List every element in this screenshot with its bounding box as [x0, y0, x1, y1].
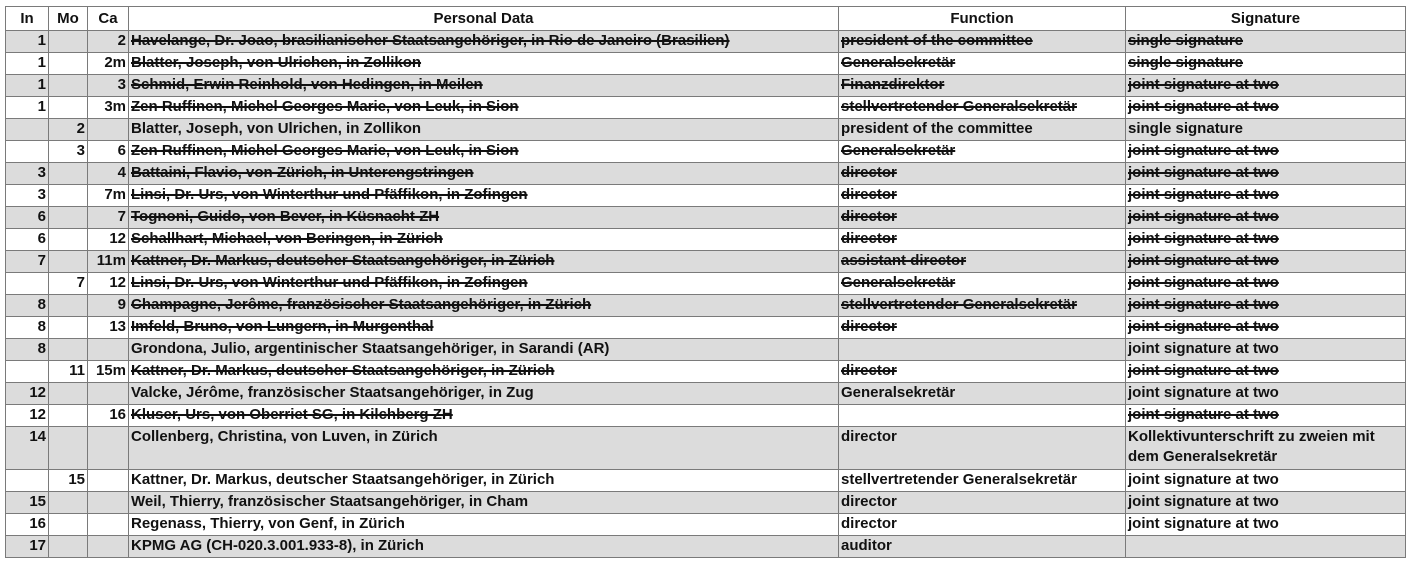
cell-mo [49, 141, 88, 163]
cell-personal-data [129, 207, 839, 229]
cell-ca-text: 13 [109, 318, 126, 335]
cell-signature [1126, 339, 1406, 361]
cell-mo [49, 361, 88, 383]
cell-personal-data [129, 273, 839, 295]
cell-ca [88, 514, 129, 536]
cell-function [839, 514, 1126, 536]
cell-personal-data-text: Linsi, Dr. Urs, von Winterthur und Pfäffikon, in Zofingen [131, 274, 528, 291]
cell-mo-text: 7 [76, 274, 85, 291]
cell-mo [49, 207, 88, 229]
cell-in [6, 75, 49, 97]
table-row [6, 119, 1406, 141]
cell-personal-data [129, 339, 839, 361]
cell-signature [1126, 492, 1406, 514]
cell-ca [88, 427, 129, 470]
cell-signature [1126, 317, 1406, 339]
cell-function [839, 229, 1126, 251]
cell-personal-data-text: Blatter, Joseph, von Ulrichen, in Zollikon [131, 120, 422, 137]
cell-in [6, 207, 49, 229]
cell-personal-data [129, 405, 839, 427]
table-row [6, 251, 1406, 273]
cell-ca [88, 251, 129, 273]
cell-ca [88, 119, 129, 141]
cell-personal-data [129, 141, 839, 163]
cell-signature [1126, 427, 1406, 470]
cell-ca [88, 53, 129, 75]
cell-ca-text: 3 [117, 76, 126, 93]
cell-signature-text: joint signature at two [1128, 296, 1279, 313]
cell-personal-data-text: Blatter, Joseph, von Ulrichen, in Zollikon [131, 54, 422, 71]
cell-personal-data [129, 295, 839, 317]
cell-personal-data-text: Kattner, Dr. Markus, deutscher Staatsangehöriger, in Zürich [131, 252, 555, 269]
cell-in [6, 492, 49, 514]
cell-in-text: 12 [29, 384, 46, 401]
cell-personal-data-text: Schmid, Erwin Reinhold, von Hedingen, in Meilen [131, 76, 483, 93]
header-in: In [6, 7, 49, 31]
cell-signature [1126, 405, 1406, 427]
cell-ca-text: 7m [104, 186, 126, 203]
cell-signature-text: joint signature at two [1128, 274, 1279, 291]
header-row [6, 7, 1406, 31]
cell-personal-data [129, 75, 839, 97]
table-row [6, 229, 1406, 251]
cell-personal-data-text: Tognoni, Guido, von Bever, in Küsnacht ZH [131, 208, 440, 225]
cell-function [839, 470, 1126, 492]
cell-signature [1126, 141, 1406, 163]
table-row [6, 339, 1406, 361]
cell-signature [1126, 119, 1406, 141]
table-row [6, 31, 1406, 53]
cell-signature [1126, 273, 1406, 295]
cell-signature [1126, 536, 1406, 558]
cell-in [6, 514, 49, 536]
cell-function [839, 427, 1126, 470]
cell-mo [49, 470, 88, 492]
register-table-container [5, 6, 1406, 558]
cell-mo [49, 229, 88, 251]
cell-signature-text: joint signature at two [1128, 406, 1279, 423]
cell-ca-text: 12 [109, 230, 126, 247]
cell-signature [1126, 75, 1406, 97]
cell-in [6, 119, 49, 141]
cell-function-text: assistant director [841, 252, 967, 269]
cell-mo [49, 53, 88, 75]
cell-personal-data [129, 53, 839, 75]
cell-signature [1126, 229, 1406, 251]
table-row [6, 207, 1406, 229]
cell-personal-data [129, 383, 839, 405]
cell-personal-data-text: Kattner, Dr. Markus, deutscher Staatsangehöriger, in Zürich [131, 362, 555, 379]
cell-in [6, 31, 49, 53]
table-row [6, 163, 1406, 185]
cell-in [6, 383, 49, 405]
table-row [6, 427, 1406, 470]
cell-ca-text: 4 [117, 164, 126, 181]
cell-personal-data-text: Valcke, Jérôme, französischer Staatsangehöriger, in Zug [131, 384, 534, 401]
header-signature: Signature [1126, 7, 1406, 31]
cell-signature-text: joint signature at two [1128, 471, 1279, 488]
cell-mo [49, 295, 88, 317]
cell-signature-text: joint signature at two [1128, 230, 1279, 247]
cell-function-text: Generalsekretär [841, 142, 956, 159]
cell-in-text: 1 [37, 98, 46, 115]
cell-function [839, 185, 1126, 207]
cell-personal-data [129, 536, 839, 558]
cell-in-text: 15 [29, 493, 46, 510]
cell-ca [88, 229, 129, 251]
cell-in-text: 1 [37, 54, 46, 71]
cell-in [6, 53, 49, 75]
cell-in-text: 12 [29, 406, 46, 423]
table-row [6, 405, 1406, 427]
header-ca: Ca [88, 7, 129, 31]
cell-function-text: Generalsekretär [841, 384, 956, 401]
cell-signature [1126, 31, 1406, 53]
cell-ca-text: 2 [117, 32, 126, 49]
table-row [6, 317, 1406, 339]
cell-personal-data [129, 31, 839, 53]
cell-personal-data-text: Collenberg, Christina, von Luven, in Zürich [131, 428, 438, 445]
cell-in [6, 317, 49, 339]
cell-function-text: auditor [841, 537, 892, 554]
cell-ca-text: 11m [96, 252, 126, 269]
cell-in [6, 361, 49, 383]
cell-signature-text: joint signature at two [1128, 340, 1279, 357]
cell-signature [1126, 383, 1406, 405]
cell-function [839, 97, 1126, 119]
header-function: Function [839, 7, 1126, 31]
cell-mo [49, 185, 88, 207]
cell-function [839, 163, 1126, 185]
cell-ca-text: 3m [104, 98, 126, 115]
cell-ca [88, 295, 129, 317]
cell-function [839, 119, 1126, 141]
cell-personal-data [129, 514, 839, 536]
table-row [6, 141, 1406, 163]
cell-function-text: director [841, 515, 897, 532]
cell-ca [88, 339, 129, 361]
cell-personal-data [129, 492, 839, 514]
cell-ca [88, 273, 129, 295]
cell-signature [1126, 53, 1406, 75]
cell-signature [1126, 251, 1406, 273]
cell-mo [49, 405, 88, 427]
cell-ca-text: 7 [117, 208, 126, 225]
table-row [6, 492, 1406, 514]
cell-personal-data [129, 427, 839, 470]
cell-signature-text: single signature [1128, 32, 1244, 49]
cell-in [6, 251, 49, 273]
cell-function-text: director [841, 208, 897, 225]
cell-function [839, 273, 1126, 295]
cell-ca [88, 141, 129, 163]
cell-signature [1126, 97, 1406, 119]
cell-personal-data [129, 317, 839, 339]
cell-signature [1126, 470, 1406, 492]
cell-in-text: 8 [37, 318, 46, 335]
cell-signature-text: joint signature at two [1128, 384, 1279, 401]
cell-function-text: director [841, 186, 897, 203]
cell-function-text: president of the committee [841, 32, 1033, 49]
cell-function [839, 75, 1126, 97]
table-row [6, 383, 1406, 405]
cell-in [6, 339, 49, 361]
cell-ca [88, 383, 129, 405]
cell-function-text: Generalsekretär [841, 274, 956, 291]
cell-in [6, 295, 49, 317]
cell-personal-data-text: Zen Ruffinen, Michel Georges Marie, von Leuk, in Sion [131, 98, 519, 115]
cell-ca-text: 9 [117, 296, 126, 313]
cell-personal-data-text: Grondona, Julio, argentinischer Staatsangehöriger, in Sarandi (AR) [131, 340, 610, 357]
cell-signature-text: single signature [1128, 120, 1244, 137]
cell-function [839, 141, 1126, 163]
cell-function [839, 295, 1126, 317]
cell-personal-data [129, 97, 839, 119]
cell-personal-data [129, 251, 839, 273]
cell-signature [1126, 295, 1406, 317]
cell-in-text: 8 [37, 296, 46, 313]
cell-function [839, 405, 1126, 427]
table-row [6, 273, 1406, 295]
cell-signature [1126, 185, 1406, 207]
table-row [6, 295, 1406, 317]
cell-function-text: director [841, 362, 897, 379]
cell-signature-text: joint signature at two [1128, 142, 1279, 159]
cell-ca [88, 97, 129, 119]
cell-personal-data-text: Zen Ruffinen, Michel Georges Marie, von Leuk, in Sion [131, 142, 519, 159]
cell-mo [49, 514, 88, 536]
cell-ca [88, 405, 129, 427]
cell-function [839, 536, 1126, 558]
cell-personal-data [129, 361, 839, 383]
cell-personal-data [129, 229, 839, 251]
cell-in-text: 1 [37, 76, 46, 93]
cell-mo [49, 251, 88, 273]
cell-function-text: stellvertretender Generalsekretär [841, 296, 1077, 313]
cell-in-text: 3 [37, 164, 46, 181]
cell-signature-text: joint signature at two [1128, 76, 1279, 93]
cell-in-text: 14 [29, 428, 46, 445]
cell-function-text: president of the committee [841, 120, 1033, 137]
cell-in [6, 185, 49, 207]
table-row [6, 75, 1406, 97]
cell-function [839, 31, 1126, 53]
cell-in [6, 97, 49, 119]
cell-mo [49, 97, 88, 119]
cell-function-text: stellvertretender Generalsekretär [841, 471, 1077, 488]
table-row [6, 514, 1406, 536]
cell-signature-text: joint signature at two [1128, 493, 1279, 510]
cell-function-text: director [841, 164, 897, 181]
cell-signature-text: joint signature at two [1128, 98, 1279, 115]
cell-personal-data-text: Kluser, Urs, von Oberriet SG, in Kilchberg ZH [131, 406, 453, 423]
cell-signature-text: joint signature at two [1128, 186, 1279, 203]
table-row [6, 185, 1406, 207]
cell-mo-text: 3 [76, 142, 85, 159]
cell-in-text: 6 [37, 230, 46, 247]
cell-signature-text: Kollektivunterschrift zu zweien mit dem Generalsekretär [1128, 428, 1375, 465]
cell-signature-text: joint signature at two [1128, 515, 1279, 532]
cell-mo-text: 2 [76, 120, 85, 137]
table-row [6, 97, 1406, 119]
cell-personal-data-text: Regenass, Thierry, von Genf, in Zürich [131, 515, 405, 532]
cell-mo [49, 119, 88, 141]
cell-mo-text: 11 [69, 362, 85, 379]
header-personal-data: Personal Data [129, 7, 839, 31]
cell-signature [1126, 163, 1406, 185]
cell-ca [88, 207, 129, 229]
cell-mo [49, 273, 88, 295]
cell-signature-text: joint signature at two [1128, 208, 1279, 225]
header-mo: Mo [49, 7, 88, 31]
cell-mo [49, 339, 88, 361]
cell-personal-data-text: Havelange, Dr. Joao, brasilianischer Staatsangehöriger, in Rio de Janeiro (Brasilien) [131, 32, 730, 49]
cell-personal-data-text: Kattner, Dr. Markus, deutscher Staatsangehöriger, in Zürich [131, 471, 555, 488]
cell-ca-text: 2m [104, 54, 126, 71]
cell-in-text: 16 [29, 515, 46, 532]
cell-personal-data-text: Weil, Thierry, französischer Staatsangehöriger, in Cham [131, 493, 529, 510]
cell-ca-text: 12 [109, 274, 126, 291]
cell-signature [1126, 361, 1406, 383]
cell-personal-data-text: Imfeld, Bruno, von Lungern, in Murgenthal [131, 318, 434, 335]
table-row [6, 361, 1406, 383]
cell-function-text: stellvertretender Generalsekretär [841, 98, 1077, 115]
cell-function [839, 361, 1126, 383]
cell-in-text: 7 [37, 252, 46, 269]
cell-in-text: 17 [29, 537, 46, 554]
cell-function-text: Finanzdirektor [841, 76, 945, 93]
cell-function-text: director [841, 318, 897, 335]
cell-in [6, 229, 49, 251]
cell-in [6, 141, 49, 163]
cell-signature-text: joint signature at two [1128, 362, 1279, 379]
cell-in-text: 6 [37, 208, 46, 225]
register-table [5, 6, 1406, 558]
cell-ca [88, 163, 129, 185]
cell-function [839, 317, 1126, 339]
cell-personal-data [129, 119, 839, 141]
cell-personal-data [129, 185, 839, 207]
cell-function [839, 492, 1126, 514]
cell-ca [88, 31, 129, 53]
cell-in [6, 470, 49, 492]
cell-mo [49, 75, 88, 97]
cell-function-text: director [841, 428, 897, 445]
cell-function [839, 53, 1126, 75]
cell-ca [88, 317, 129, 339]
cell-function [839, 207, 1126, 229]
cell-function-text: Generalsekretär [841, 54, 956, 71]
cell-ca [88, 361, 129, 383]
cell-signature [1126, 514, 1406, 536]
cell-mo [49, 427, 88, 470]
cell-in-text: 1 [37, 32, 46, 49]
cell-in [6, 273, 49, 295]
cell-ca [88, 470, 129, 492]
cell-function [839, 251, 1126, 273]
cell-signature [1126, 207, 1406, 229]
cell-ca-text: 15m [95, 362, 126, 379]
cell-in [6, 163, 49, 185]
cell-in [6, 427, 49, 470]
cell-signature-text: joint signature at two [1128, 164, 1279, 181]
cell-ca-text: 16 [109, 406, 126, 423]
cell-mo-text: 15 [68, 471, 85, 488]
cell-signature-text: single signature [1128, 54, 1244, 71]
cell-in [6, 405, 49, 427]
cell-mo [49, 492, 88, 514]
cell-personal-data [129, 163, 839, 185]
cell-signature-text: joint signature at two [1128, 318, 1279, 335]
cell-ca [88, 536, 129, 558]
cell-ca [88, 75, 129, 97]
cell-mo [49, 383, 88, 405]
cell-mo [49, 317, 88, 339]
cell-function [839, 383, 1126, 405]
table-row [6, 470, 1406, 492]
cell-function [839, 339, 1126, 361]
cell-mo [49, 536, 88, 558]
cell-mo [49, 31, 88, 53]
cell-personal-data-text: Battaini, Flavio, von Zürich, in Unterengstringen [131, 164, 474, 181]
cell-ca [88, 492, 129, 514]
cell-mo [49, 163, 88, 185]
cell-ca-text: 6 [117, 142, 126, 159]
cell-function-text: director [841, 493, 897, 510]
cell-personal-data [129, 470, 839, 492]
cell-in-text: 3 [37, 186, 46, 203]
cell-in [6, 536, 49, 558]
cell-ca [88, 185, 129, 207]
cell-personal-data-text: Schallhart, Michael, von Beringen, in Zürich [131, 230, 443, 247]
cell-personal-data-text: KPMG AG (CH-020.3.001.933-8), in Zürich [131, 537, 424, 554]
cell-signature-text: joint signature at two [1128, 252, 1279, 269]
cell-personal-data-text: Linsi, Dr. Urs, von Winterthur und Pfäffikon, in Zofingen [131, 186, 528, 203]
cell-in-text: 8 [37, 340, 46, 357]
cell-personal-data-text: Champagne, Jerôme, französischer Staatsangehöriger, in Zürich [131, 296, 592, 313]
table-row [6, 536, 1406, 558]
table-row [6, 53, 1406, 75]
cell-function-text: director [841, 230, 897, 247]
